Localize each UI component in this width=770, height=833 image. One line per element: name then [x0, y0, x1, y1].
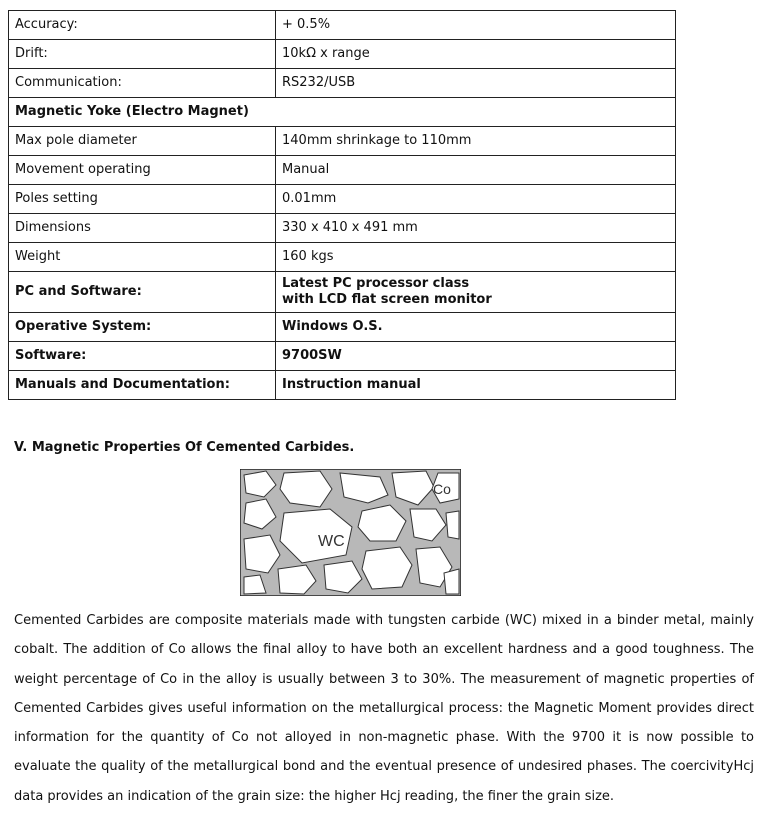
table-row — [9, 371, 676, 400]
spec-value: 140mm shrinkage to 110mm — [276, 127, 676, 156]
spec-label: Dimensions — [9, 214, 276, 243]
wc-grain — [446, 511, 459, 539]
wc-grain — [444, 569, 459, 594]
spec-value: 330 x 410 x 491 mm — [276, 214, 676, 243]
table-row — [9, 185, 676, 214]
cobalt-label: Co — [433, 481, 451, 497]
table-row — [9, 342, 676, 371]
table-row — [9, 127, 676, 156]
table-row — [9, 156, 676, 185]
tungsten-carbide-label: WC — [318, 533, 345, 550]
microstructure-diagram — [240, 469, 461, 596]
table-row — [9, 11, 676, 40]
spec-label: Accuracy: — [9, 11, 276, 40]
spec-label: Weight — [9, 243, 276, 272]
spec-value: Instruction manual — [276, 371, 676, 400]
wc-grain — [362, 547, 412, 589]
table-section-row — [9, 98, 676, 127]
spec-label: Manuals and Documentation: — [9, 371, 276, 400]
spec-value: + 0.5% — [276, 11, 676, 40]
body-paragraph: Cemented Carbides are composite materials made with tungsten carbide (WC) mixed in a binder metal, mainly cobalt. The addition of Co allows the final alloy to have both an excellent hardness and a good toughness. The weight percentage of Co in the alloy is usually between 3 to 30%. The measurement of magnetic properties of Cemented Carbides gives useful information on the metallurgical process: the Magnetic Moment provides direct information for the quantity of Co not alloyed in non-magnetic phase. With the 9700 it is now possible to evaluate the quality of the metallurgical bond and the eventual presence of undesired phases. The coercivityHcj data provides an indication of the grain size: the higher Hcj reading, the finer the grain size. — [14, 613, 754, 804]
spec-label: Movement operating — [9, 156, 276, 185]
spec-label: Communication: — [9, 69, 276, 98]
spec-value — [276, 272, 676, 313]
table-row — [9, 272, 676, 313]
spec-value: RS232/USB — [276, 69, 676, 98]
spec-value: Manual — [276, 156, 676, 185]
spec-label: Drift: — [9, 40, 276, 69]
spec-label: Software: — [9, 342, 276, 371]
spec-value: 9700SW — [276, 342, 676, 371]
spec-value: Windows O.S. — [276, 313, 676, 342]
table-row — [9, 40, 676, 69]
specifications-table — [8, 10, 676, 400]
microstructure-figure — [240, 469, 461, 596]
spec-value: 0.01mm — [276, 185, 676, 214]
table-row — [9, 313, 676, 342]
spec-value: 160 kgs — [276, 243, 676, 272]
table-row — [9, 69, 676, 98]
spec-label: Operative System: — [9, 313, 276, 342]
spec-label: Max pole diameter — [9, 127, 276, 156]
table-section-header: Magnetic Yoke (Electro Magnet) — [9, 98, 676, 127]
table-row — [9, 214, 676, 243]
spec-value-line: with LCD flat screen monitor — [282, 292, 492, 307]
section-heading: V. Magnetic Properties Of Cemented Carbides. — [14, 440, 355, 455]
spec-value-line: Latest PC processor class — [282, 276, 470, 291]
spec-label: Poles setting — [9, 185, 276, 214]
spec-value: 10kΩ x range — [276, 40, 676, 69]
table-row — [9, 243, 676, 272]
spec-label: PC and Software: — [9, 272, 276, 313]
